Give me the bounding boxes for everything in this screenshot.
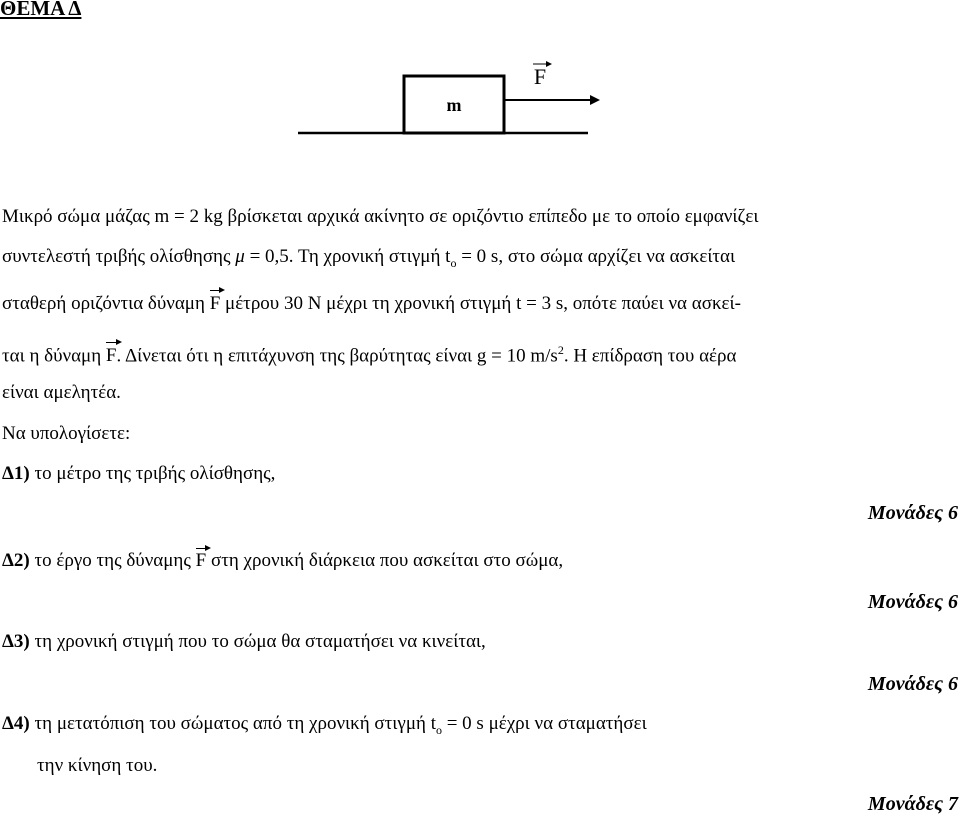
force-vector-symbol: F [195,550,207,571]
mass-label: m [446,95,462,115]
force-vector-bar-head [546,61,552,67]
instruction-line: Να υπολογίσετε: [2,423,131,444]
marks-d1: Μονάδες 6 [867,502,958,524]
question-d3: Δ3) τη χρονική στιγμή που το σώμα θα σταματήσει να κινείται, [2,631,486,652]
force-label: F [533,64,547,89]
question-d1: Δ1) το μέτρο της τριβής ολίσθησης, [2,463,276,484]
text-line-5: είναι αμελητέα. [2,382,121,403]
question-d2: Δ2) το έργο της δύναμης F στη χρονική διάρκεια που ασκείται στο σώμα, [2,550,564,571]
text-line-1: Μικρό σώμα μάζας m = 2 kg βρίσκεται αρχικά ακίνητο σε οριζόντιο επίπεδο με το οποίο εμφανίζει [2,206,759,227]
block-force-diagram [290,55,620,145]
question-d4: Δ4) τη μετατόπιση του σώματος από τη χρονική στιγμή $t_o = 0$ s μέχρι να σταματήσει [2,713,647,737]
question-d4-continued: την κίνηση του. [37,755,158,776]
text-line-3: σταθερή οριζόντια δύναμη F μέτρου 30 N μέχρι τη χρονική στιγμή t = 3 s, οπότε παύει να ασκεί- [2,293,741,314]
text-line-4: ται η δύναμη F. Δίνεται ότι η επιτάχυνση της βαρύτητας είναι g = 10 $m/s^2$. Η επίδραση του αέρα [2,343,737,367]
marks-d3: Μονάδες 6 [867,673,958,695]
mu-symbol: μ [235,246,245,267]
text-line-2: συντελεστή τριβής ολίσθησης μ = 0,5. Τη χρονική στιγμή $t_o = 0$ s, στο σώμα αρχίζει να ασκείται [2,246,736,270]
force-arrow-head [590,95,600,105]
page-title: ΘΕΜΑ Δ [0,0,82,20]
force-vector-symbol: F [105,345,117,367]
marks-d4: Μονάδες 7 [867,793,958,815]
marks-d2: Μονάδες 6 [867,591,958,613]
force-vector-symbol: F [209,293,221,314]
